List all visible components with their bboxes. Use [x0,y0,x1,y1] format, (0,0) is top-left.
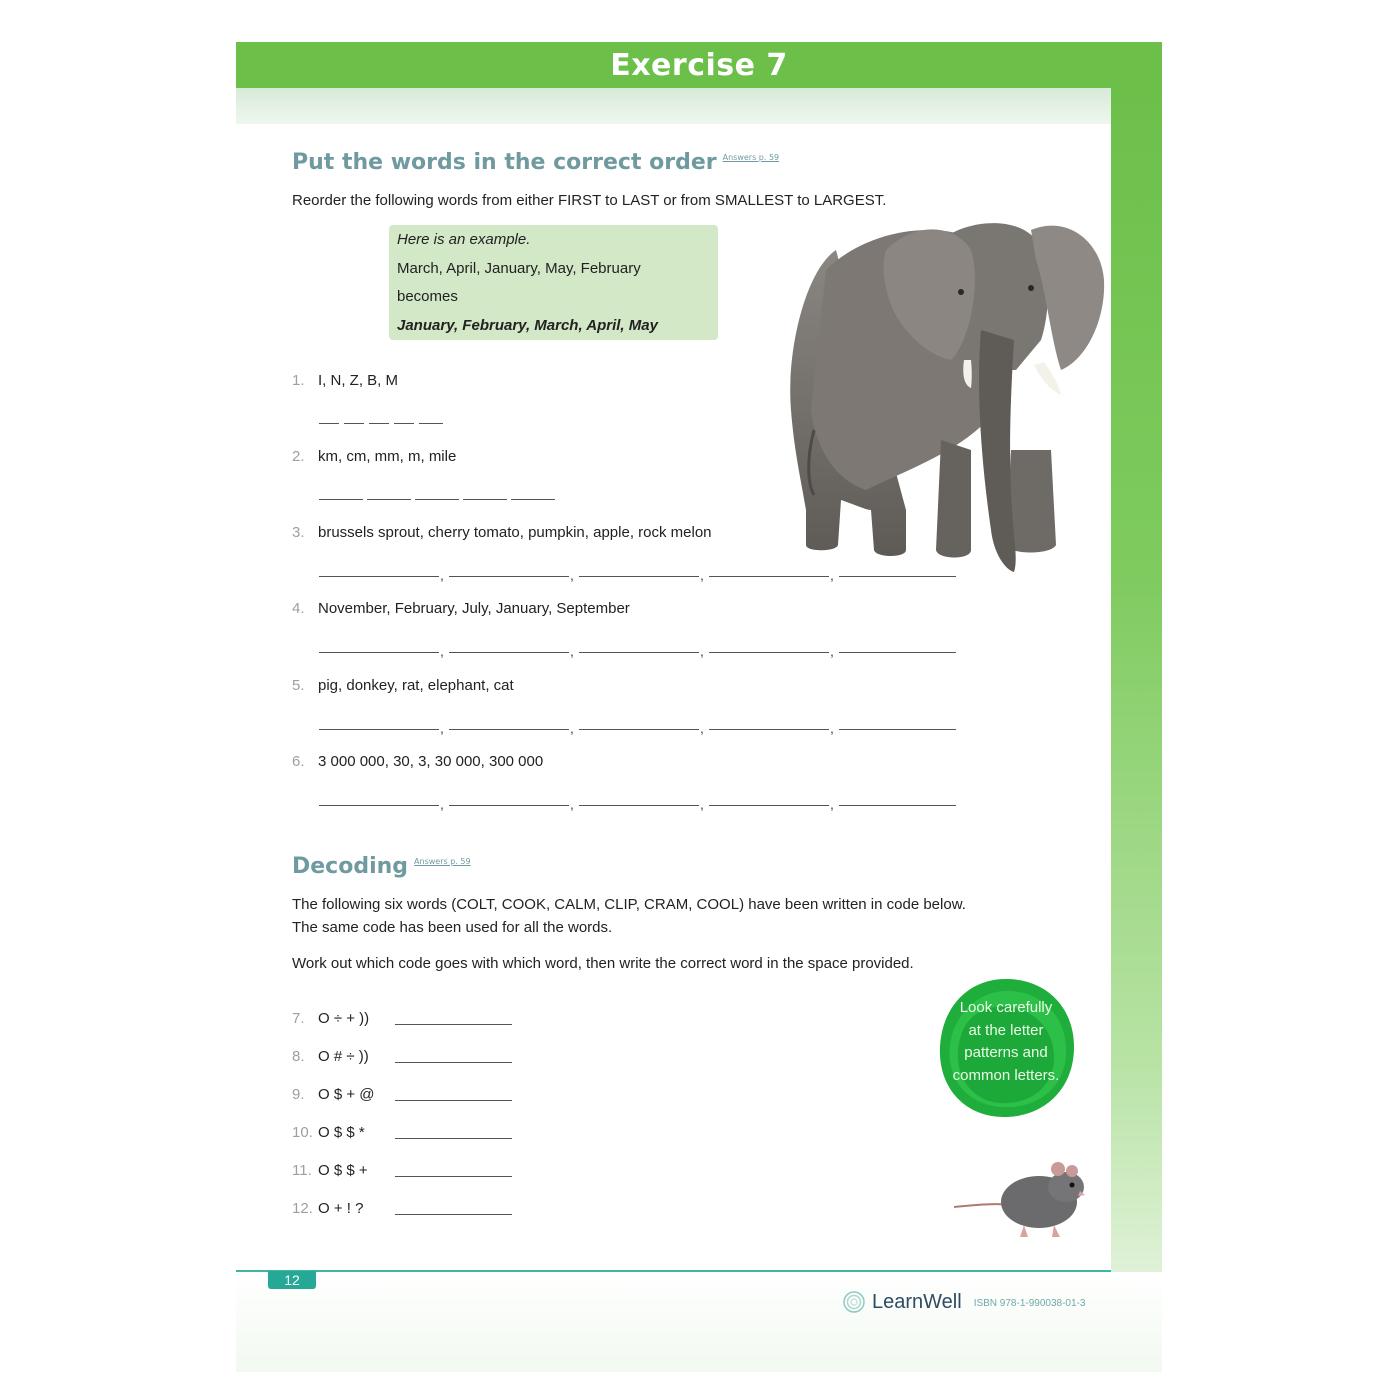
question-number: 5. [292,677,305,694]
question-2 [292,448,456,465]
answer-blank[interactable] [579,729,699,730]
learnwell-logo-icon [842,1290,866,1314]
comma-separator: , [700,796,704,812]
comma-separator: , [830,796,834,812]
question-number: 12. [292,1200,313,1217]
elephant-illustration [766,210,1111,580]
answer-blank[interactable] [463,499,507,500]
comma-separator: , [440,720,444,736]
rat-illustration [954,1147,1089,1247]
example-intro: Here is an example. [397,231,531,248]
workbook-page [236,42,1162,1372]
code-question-7 [292,1010,369,1027]
comma-separator: , [830,720,834,736]
tip-line: Look carefully [959,999,1053,1016]
example-answer: January, February, March, April, May [397,317,658,334]
question-number: 9. [292,1086,305,1103]
answer-blank[interactable] [839,652,956,653]
question-text: km, cm, mm, m, mile [318,448,457,465]
answers-link[interactable]: Answers p. 59 [414,857,471,866]
answer-blank[interactable] [511,499,555,500]
question-text: November, February, July, January, September [318,600,630,617]
code-question-12 [292,1200,363,1217]
comma-separator: , [830,643,834,659]
answer-blank[interactable] [839,805,956,806]
answer-blank[interactable] [319,652,439,653]
question-number: 10. [292,1124,313,1141]
code-answer-blank[interactable] [395,1214,512,1215]
tip-line: at the letter [968,1021,1044,1039]
footer-fade [236,1272,1162,1372]
brand-name: LearnWell [872,1290,962,1313]
example-becomes: becomes [397,288,458,305]
question-text: I, N, Z, B, M [318,372,399,389]
example-list: March, April, January, May, February [397,260,641,277]
tip-line: patterns and [964,1044,1048,1061]
comma-separator: , [830,567,834,583]
comma-separator: , [570,567,574,583]
decoding-instruction-1: The following six words (COLT, COOK, CALM, CLIP, CRAM, COOL) have been written in code below. [292,896,966,913]
question-number: 1. [292,372,305,389]
tip-bubble [936,977,1076,1119]
answers-link[interactable]: Answers p. 59 [722,153,780,162]
code-text: O $ + @ [318,1086,375,1103]
question-number: 4. [292,600,305,617]
footer-rule [236,1270,1111,1272]
code-text: O $ $ + [318,1162,368,1179]
answer-blank[interactable] [319,499,363,500]
section-title-word-order [292,150,779,175]
comma-separator: , [570,796,574,812]
answer-blank[interactable] [579,805,699,806]
answer-blank[interactable] [369,423,389,424]
comma-separator: , [440,796,444,812]
question-3 [292,524,712,541]
code-answer-blank[interactable] [395,1176,512,1177]
answer-blank[interactable] [344,423,364,424]
tip-text [936,997,1076,1087]
question-number: 8. [292,1048,305,1065]
answer-blank[interactable] [319,576,439,577]
code-question-8 [292,1048,369,1065]
code-answer-blank[interactable] [395,1024,512,1025]
question-6 [292,753,543,770]
isbn: ISBN 978-1-990038-01-3 [973,1297,1086,1309]
answer-blank[interactable] [415,499,459,500]
question-4 [292,600,630,617]
answer-blank[interactable] [709,576,829,577]
code-text: O $ $ * [318,1124,365,1141]
question-1 [292,372,398,389]
code-answer-blank[interactable] [395,1138,512,1139]
answer-blank[interactable] [709,729,829,730]
side-stripe [1111,88,1162,1308]
question-number: 3. [292,524,305,541]
comma-separator: , [570,720,574,736]
answer-blank[interactable] [839,576,956,577]
comma-separator: , [700,643,704,659]
answer-blank[interactable] [419,423,443,424]
question-number: 11. [292,1162,312,1179]
code-text: O ÷ + )) [318,1010,370,1027]
answer-blank[interactable] [449,729,569,730]
comma-separator: , [700,567,704,583]
section-title-decoding [292,854,471,879]
section-title-text: Put the words in the correct order [292,150,717,175]
comma-separator: , [570,643,574,659]
page-number: 12 [268,1271,316,1289]
word-order-instruction: Reorder the following words from either FIRST to LAST or from SMALLEST to LARGEST. [292,192,887,209]
brand [842,1290,1085,1314]
code-question-10 [292,1124,365,1141]
question-number: 2. [292,448,305,465]
answer-blank[interactable] [709,805,829,806]
answer-blank[interactable] [319,423,339,424]
question-text: 3 000 000, 30, 3, 30 000, 300 000 [318,753,544,770]
question-text: pig, donkey, rat, elephant, cat [318,677,514,694]
code-answer-blank[interactable] [395,1062,512,1063]
answer-blank[interactable] [579,652,699,653]
tip-line: common letters. [952,1066,1060,1084]
section-title-text: Decoding [292,854,409,879]
decoding-instruction-3: Work out which code goes with which word, then write the correct word in the space provided. [292,955,914,972]
question-number: 6. [292,753,305,770]
answer-blank[interactable] [839,729,956,730]
code-text: O + ! ? [318,1200,364,1217]
answer-blank[interactable] [367,499,411,500]
comma-separator: , [700,720,704,736]
decoding-instruction-2: The same code has been used for all the words. [292,919,613,936]
code-answer-blank[interactable] [395,1100,512,1101]
answer-blank[interactable] [319,729,439,730]
header-bar [236,42,1162,88]
answer-blank[interactable] [319,805,439,806]
answer-blank[interactable] [394,423,414,424]
page-title: Exercise 7 [610,47,788,83]
answer-blank[interactable] [579,576,699,577]
code-question-11 [292,1162,368,1179]
question-number: 7. [292,1010,305,1027]
answer-blank[interactable] [449,652,569,653]
answer-blank[interactable] [709,652,829,653]
question-text: brussels sprout, cherry tomato, pumpkin, apple, rock melon [318,524,712,541]
example-box [389,225,718,340]
answer-blank[interactable] [449,576,569,577]
comma-separator: , [440,643,444,659]
question-5 [292,677,514,694]
answer-blank[interactable] [449,805,569,806]
comma-separator: , [440,567,444,583]
code-text: O # ÷ )) [318,1048,369,1065]
code-question-9 [292,1086,375,1103]
header-band [236,88,1111,124]
